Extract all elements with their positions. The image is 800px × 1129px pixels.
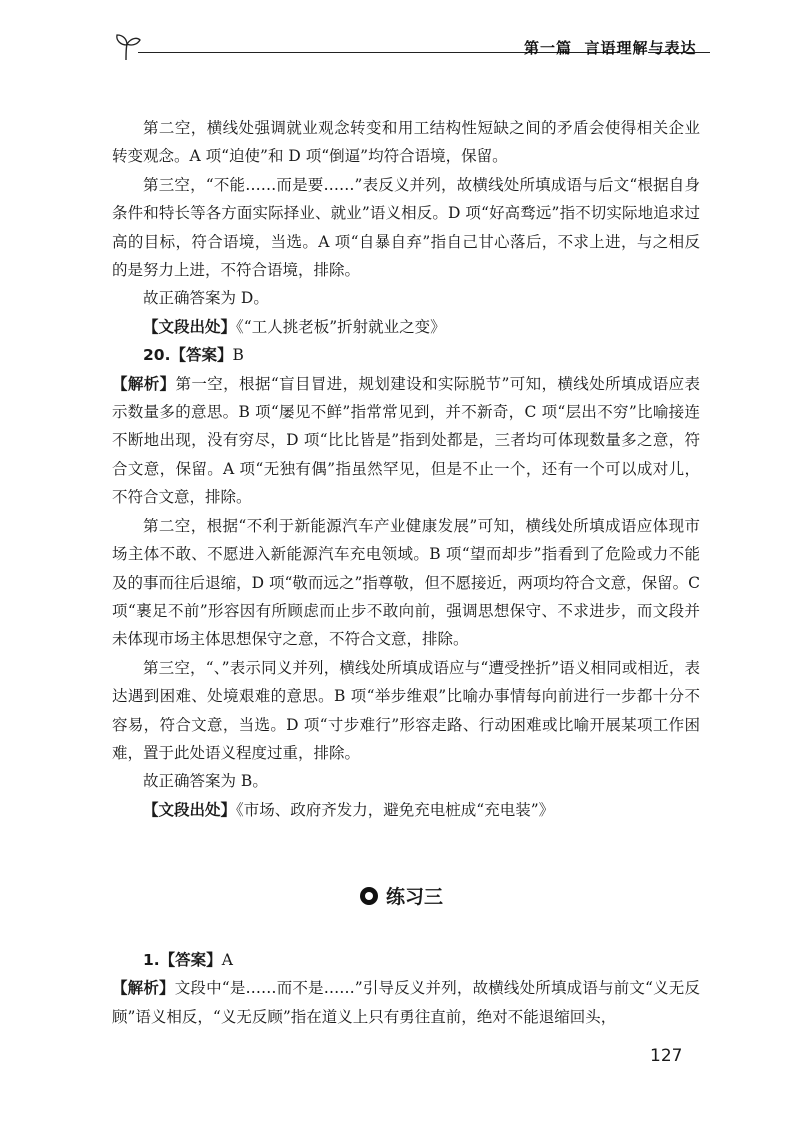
section-title: 练习三 <box>386 886 444 908</box>
paragraph-label: 20.【答案】 <box>143 346 233 365</box>
flower-icon <box>360 887 378 905</box>
paragraph <box>112 974 700 1031</box>
paragraph-text: 故正确答案为 D。 <box>143 289 269 308</box>
paragraph <box>112 946 700 974</box>
paragraph-label: 【文段出处】 <box>143 800 237 819</box>
paragraph-text: A <box>221 951 233 969</box>
paragraph-text: 《市场、政府齐发力，避免充电桩成“充电装”》 <box>236 800 555 819</box>
main-text <box>112 114 700 824</box>
paragraph-text: 第一空，根据“盲目冒进，规划建设和实际脱节”可知，横线处所填成语应表示数量多的意思。B 项“屡见不鲜”指常常见到，并不新奇，C 项“层出不穷”比喻接连不断地出现，没有穷尽，D 项“比比皆是”指到处都是，三者均可体现数量多之意，符合文意，保留。A 项“无独有偶”指虽然罕见，但是不止一个，还有一个可以成对儿，不符合文意，排除。 <box>112 374 700 507</box>
sprout-icon <box>112 32 142 62</box>
paragraph <box>112 341 700 369</box>
paragraph <box>112 313 700 341</box>
paragraph-label: 【解析】 <box>112 979 175 998</box>
paragraph <box>112 171 700 285</box>
page-number: 127 <box>650 1046 683 1066</box>
paragraph-label: 1.【答案】 <box>143 951 222 969</box>
paragraph-text: 文段中“是……而不是……”引导反义并列，故横线处所填成语与前文“义无反顾”语义相反，“义无反顾”指在道义上只有勇往直前，绝对不能退缩回头， <box>112 979 700 1026</box>
paragraph <box>112 654 700 768</box>
paragraph <box>112 512 700 654</box>
paragraph <box>112 284 700 312</box>
paragraph-text: 第二空，根据“不利于新能源汽车产业健康发展”可知，横线处所填成语应体现市场主体不敢、不愿进入新能源汽车充电领域。B 项“望而却步”指看到了危险或力不能及的事而往后退缩，D 项“敬而远之”指尊敬，但不愿接近，两项均符合文意，保留。C 项“裹足不前”形容因有所顾虑而止步不敢向前，强调思想保守、不求进步，而文段并未体现市场主体思想保守之意，不符合文意，排除。 <box>112 516 700 649</box>
paragraph-text: 《“工人挑老板”折射就业之变》 <box>236 317 446 336</box>
paragraph-label: 【文段出处】 <box>143 317 237 336</box>
section-text <box>112 946 700 1031</box>
paragraph-text: B <box>232 346 244 365</box>
paragraph <box>112 370 700 512</box>
paragraph-text: 第三空，“、”表示同义并列，横线处所填成语应与“遭受挫折”语义相同或相近，表达遇到困难、处境艰难的意思。B 项“举步维艰”比喻办事情每向前进行一步都十分不容易，符合文意，当选。D 项“寸步难行”形容走路、行动困难或比喻开展某项工作困难，置于此处语义程度过重，排除。 <box>112 658 700 762</box>
header-part: 第一篇 <box>524 39 573 57</box>
header-title <box>524 37 696 58</box>
paragraph-text: 第二空，横线处强调就业观念转变和用工结构性短缺之间的矛盾会使得相关企业转变观念。A 项“迫使”和 D 项“倒逼”均符合语境，保留。 <box>112 119 700 166</box>
header-rule-right <box>648 52 710 53</box>
section-heading <box>360 882 480 909</box>
paragraph-text: 第三空，“不能……而是要……”表反义并列，故横线处所填成语与后文“根据自身条件和特长等各方面实际择业、就业”语义相反。D 项“好高骛远”指不切实际地追求过高的目标，符合语境，当选。A 项“自暴自弃”指自己甘心落后，不求上进，与之相反的是努力上进，不符合语境，排除。 <box>112 175 700 280</box>
paragraph <box>112 767 700 795</box>
header-chapter: 言语理解与表达 <box>584 39 697 57</box>
paragraph-text: 故正确答案为 B。 <box>143 772 268 791</box>
paragraph-label: 【解析】 <box>112 374 176 393</box>
paragraph <box>112 796 700 824</box>
paragraph <box>112 114 700 171</box>
